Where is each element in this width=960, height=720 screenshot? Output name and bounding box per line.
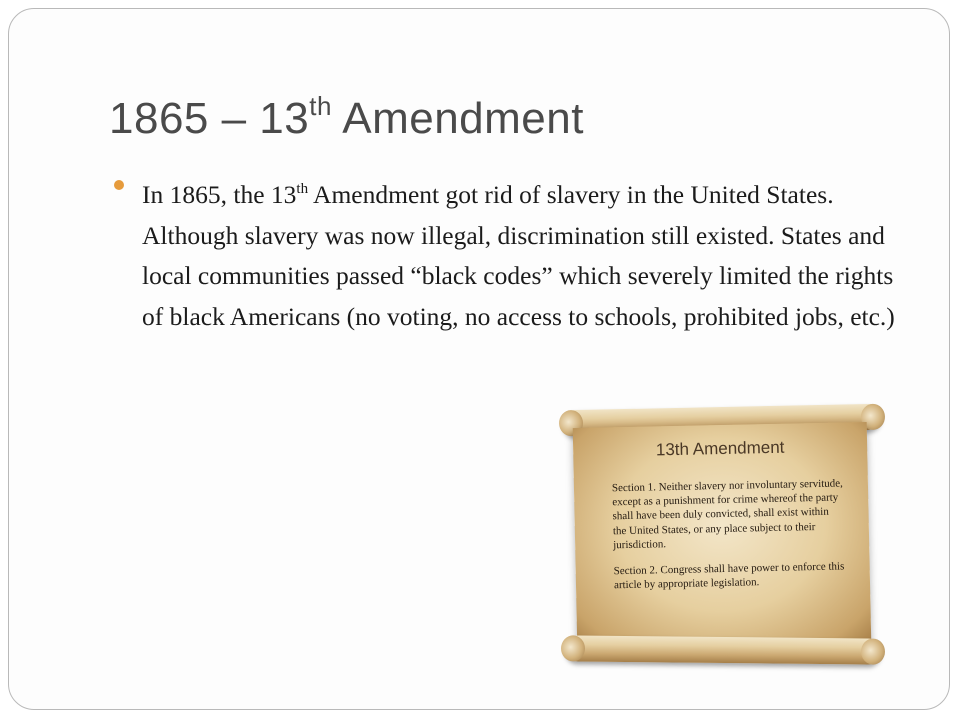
scroll-bottom-roll <box>565 635 881 664</box>
title-superscript: th <box>309 91 332 121</box>
bullet-text <box>142 169 909 337</box>
bullet-text-part1: In 1865, the 13 <box>142 180 297 209</box>
scroll-body <box>612 476 847 604</box>
amendment-scroll-image <box>557 401 893 683</box>
scroll-parchment <box>573 422 872 650</box>
scroll-bottom-roll-right-end <box>861 638 885 664</box>
bullet-dot-icon <box>114 180 124 190</box>
slide <box>8 8 950 710</box>
bullet-item <box>109 169 909 337</box>
scroll-section-1: Section 1. Neither slavery nor involuntary servitude, except as a punishment for crime whereof the party shall have been duly convicted, shall exist within the United States, or any place subject to their jurisdiction. <box>611 477 844 552</box>
slide-title <box>109 91 584 144</box>
scroll-bottom-roll-left-end <box>561 635 585 661</box>
title-rest: Amendment <box>331 94 584 143</box>
bullet-superscript: th <box>296 181 309 197</box>
scroll-section-2: Section 2. Congress shall have power to enforce this article by appropriate legislation. <box>613 560 845 592</box>
title-main: 1865 – 13 <box>109 94 310 143</box>
scroll-title: 13th Amendment <box>655 437 785 460</box>
bullet-text-part2: Amendment got rid of slavery in the United States. Although slavery was now illegal, discrimination still existed. States and local communities passed “black codes” which severely limited the rights of black Americans (no voting, no access to schools, prohibited jobs, etc.) <box>142 180 895 331</box>
